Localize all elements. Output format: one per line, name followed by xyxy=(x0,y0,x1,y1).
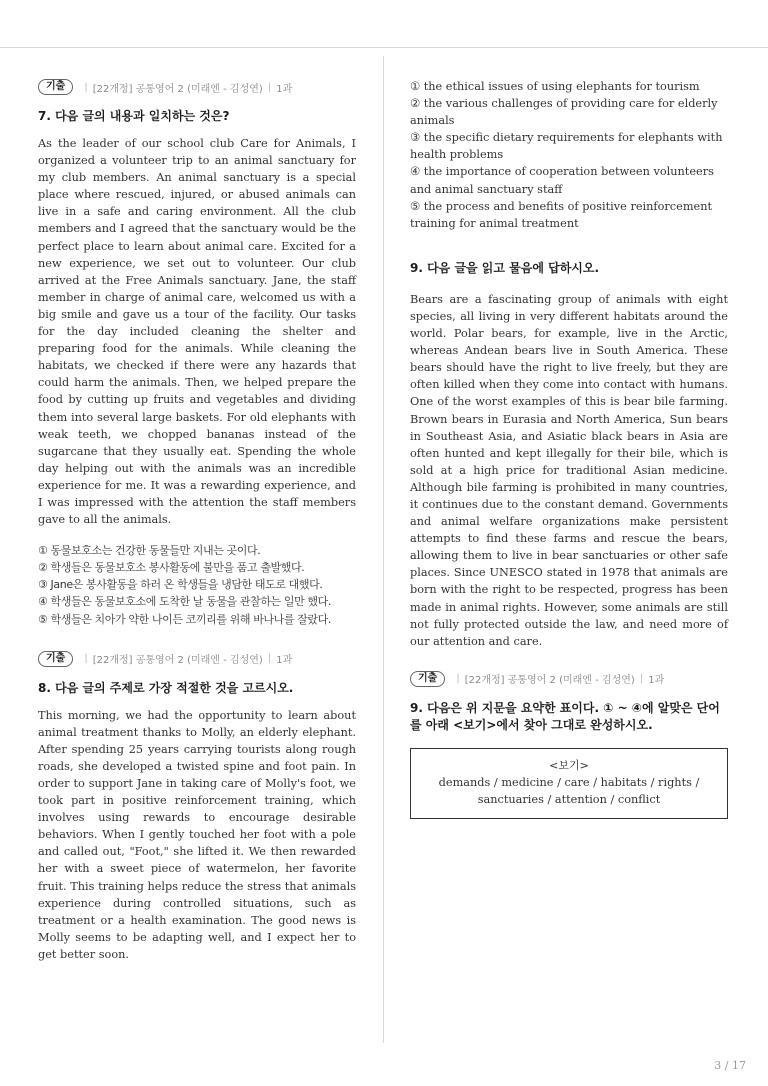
question-9-title: 9. 다음은 위 지문을 요약한 표이다. ① ~ ④에 알맞은 단어를 아래 <보기>에서 찾아 그대로 완성하시오. xyxy=(410,700,720,732)
option-4[interactable]: ④ 학생들은 동물보호소에 도착한 날 동물을 관찰하는 일만 했다. xyxy=(38,595,331,609)
option-2[interactable]: ② the various challenges of providing care for elderly animals xyxy=(410,97,718,128)
source-text: [22개정] 공통영어 2 (미래엔 - 김성연) xyxy=(92,83,263,95)
option-5[interactable]: ⑤ 학생들은 치아가 약한 나이든 코끼리를 위해 바나나를 잘랐다. xyxy=(38,612,331,626)
option-2[interactable]: ② 학생들은 동물보호소 봉사활동에 불만을 품고 출발했다. xyxy=(38,561,305,575)
separator: | xyxy=(267,81,272,93)
lesson-text: 1과 xyxy=(648,675,665,687)
question-8-options xyxy=(410,78,728,232)
question-7-options xyxy=(38,542,356,627)
option-5[interactable]: ⑤ the process and benefits of positive reinforcement training for animal treatment xyxy=(410,199,713,230)
option-1[interactable]: ① the ethical issues of using elephants for tourism xyxy=(410,80,700,93)
option-1[interactable]: ① 동물보호소는 건강한 동물들만 지내는 곳이다. xyxy=(38,544,261,558)
page-number: 3 / 17 xyxy=(714,1059,746,1072)
word-box xyxy=(410,748,728,819)
header-rule xyxy=(0,47,768,48)
separator: | xyxy=(84,81,88,93)
question-7-passage: As the leader of our school club Care for Animals, I organized a volunteer trip to an animal sanctuary for my club members. An animal sanctuary is a special place where rescued, injured, or abused animals can live in a safe and caring environment. All the club members and I agreed that the sanctuary would be the perfect place to learn about animal care. Excited for a new experience, we set out to volunteer. Our club arrived at the Free Animals sanctuary. Jane, the staff member in charge of animal care, welcomed us with a big smile and gave us a tour of the facility. Our tasks for the day included cleaning the shelter and preparing food for the animals. While cleaning the habitats, we checked if there were any hazards that could harm the animals. Then, we helped prepare the food by cutting up fruits and vegetables and dividing them into several large baskets. For old elephants with weak teeth, we chopped bananas instead of the sugarcane that they usually eat. Spending the whole day helping out with the animals was an incredible experience for me. It was a rewarding experience, and I was impressed with the attention the staff members gave to all the animals. xyxy=(38,137,356,527)
question-9-passage: Bears are a fascinating group of animals with eight species, all living in very different habitats around the world. Polar bears, for example, live in the Arctic, whereas Andean bears live in South America. These bears should have the right to live freely, but they are often killed when they come into contact with humans. One of the worst examples of this is bear bile farming. Brown bears in Eurasia and North America, Sun bears in Southeast Asia, and Asiatic black bears in Asia are often hunted and kept illegally for their bile, which is sold at a high price for traditional Asian medicine. Although bile farming is prohibited in many countries, it continues due to the constant demand. Governments and animal welfare organizations make persistent attempts to find these farms and rescue the bears, allowing them to live in bear sanctuaries or other safe places. Since UNESCO stated in 1978 that animals are born with the right to be respected, progress has been made in animal rights. However, some animals are still not fully protected outside the law, and need more of our attention and care. xyxy=(410,292,728,648)
question-7-title: 7. 다음 글의 내용과 일치하는 것은? xyxy=(38,109,230,123)
separator: | xyxy=(267,653,272,665)
source-tag-q8 xyxy=(38,650,356,668)
question-8-title: 8. 다음 글의 주제로 가장 적절한 것을 고르시오. xyxy=(38,680,294,695)
source-text: [22개정] 공통영어 2 (미래엔 - 김성연) xyxy=(464,675,635,687)
source-badge: 기출 xyxy=(410,671,445,687)
separator: | xyxy=(456,673,460,685)
right-column xyxy=(410,78,728,819)
source-badge: 기출 xyxy=(38,79,73,95)
source-text: [22개정] 공통영어 2 (미래엔 - 김성연) xyxy=(92,655,263,667)
lesson-text: 1과 xyxy=(276,83,293,95)
source-tag-q9 xyxy=(410,670,728,688)
source-badge: 기출 xyxy=(38,651,73,667)
left-column xyxy=(38,78,356,963)
separator: | xyxy=(639,673,644,685)
option-3[interactable]: ③ Jane은 봉사활동을 하러 온 학생들을 냉담한 태도로 대했다. xyxy=(38,578,323,592)
question-9-intro-title: 9. 다음 글을 읽고 물음에 답하시오. xyxy=(410,260,600,275)
column-divider xyxy=(383,56,384,1043)
separator: | xyxy=(84,653,88,665)
lesson-text: 1과 xyxy=(276,655,293,667)
source-tag-q7 xyxy=(38,78,356,96)
word-box-title: <보기> xyxy=(549,758,589,772)
question-8-passage: This morning, we had the opportunity to learn about animal treatment thanks to Molly, an elderly elephant. After spending 25 years carrying tourists along rough roads, she developed a twisted spine and foot pain. In order to support Jane in taking care of Molly's foot, we took part in positive reinforcement training, which involves using rewards to encourage desirable behaviors. When I gently touched her foot with a pole and called out, "Foot," she lifted it. We then rewarded her with a sweet piece of watermelon, her favorite fruit. This training helps reduce the stress that animals experience during controlled situations, such as treatment or a health examination. The good news is Molly seems to be adapting well, and I expect her to get better soon. xyxy=(38,708,356,961)
word-box-words: demands / medicine / care / habitats / rights / sanctuaries / attention / conflict xyxy=(438,775,700,806)
option-3[interactable]: ③ the specific dietary requirements for elephants with health problems xyxy=(410,131,723,162)
option-4[interactable]: ④ the importance of cooperation between volunteers and animal sanctuary staff xyxy=(410,165,714,196)
